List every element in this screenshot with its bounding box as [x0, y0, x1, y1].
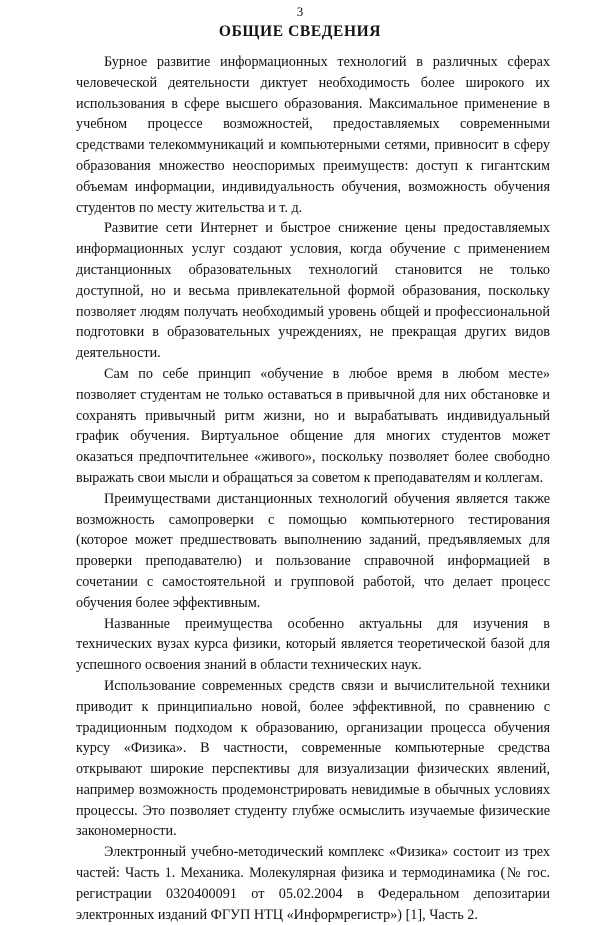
page-number: 3 — [296, 4, 304, 19]
paragraph: Преимуществами дистанционных технологий обучения является также возможность самопроверки с помощью компьютерного тестирования (которое может предшествовать выполнению заданий, предъявляемых для проверки преподавателю) и пользование справочной информацией в сочетании с самостоятельной и групповой работой, что делает процесс обучения более эффективным. — [76, 490, 550, 611]
paragraph: Названные преимущества особенно актуальны для изучения в технических вузах курса физики, который является теоретической базой для успешного освоения знаний в области технических наук. — [76, 615, 550, 674]
document-body — [76, 52, 550, 925]
page-title: ОБЩИЕ СВЕДЕНИЯ — [218, 23, 382, 40]
paragraph: Бурное развитие информационных технологий в различных сферах человеческой деятельности диктует необходимость более широкого их использования в сфере высшего образования. Максимальное применение в учебном процессе возможностей, предоставляемых современными средствами телекоммуникаций и компьютерными сетями, привносит в сферу образования множество неоспоримых преимуществ: доступ к гигантским объемам информации, индивидуальность обучения, возможность обучения студентов по месту жительства и т. д. — [76, 54, 550, 216]
paragraph: Использование современных средств связи и вычислительной техники приводит к принципиально новой, более эффективной, по сравнению с традиционным подходом к образованию, организации процесса обучения курсу «Физика». В частности, современные компьютерные средства открывают широкие перспективы для визуализации физических явлений, например возможность продемонстрировать невидимые в обычных условиях процессы. Это позволяет студенту глубже осмыслить изучаемые физические закономерности. — [76, 677, 550, 840]
paragraph: Электронный учебно-методический комплекс «Физика» состоит из трех частей: Часть 1. Механика. Молекулярная физика и термодинамика (№ гос. регистрации 0320400091 от 05.02.2004 в Федеральном депозитарии электронных изданий ФГУП НТЦ «Информрегистр») [1], Часть 2. — [76, 844, 550, 923]
paragraph: Сам по себе принцип «обучение в любое время в любом месте» позволяет студентам не только оставаться в привычной для них обстановке и сохранять привычный ритм жизни, но и вырабатывать индивидуальный график обучения. Виртуальное общение для многих студентов может оказаться предпочтительнее «живого», поскольку позволяет более свободно выражать свои мысли и обращаться за советом к преподавателям и коллегам. — [76, 365, 550, 486]
paragraph: Развитие сети Интернет и быстрое снижение цены предоставляемых информационных услуг создают условия, когда обучение с применением дистанционных образовательных технологий становится не только доступной, но и весьма привлекательной формой образования, поскольку позволяет людям получать необходимый уровень общей и профессиональной подготовки в образовательных учреждениях, не прекращая других видов деятельности. — [76, 220, 550, 362]
